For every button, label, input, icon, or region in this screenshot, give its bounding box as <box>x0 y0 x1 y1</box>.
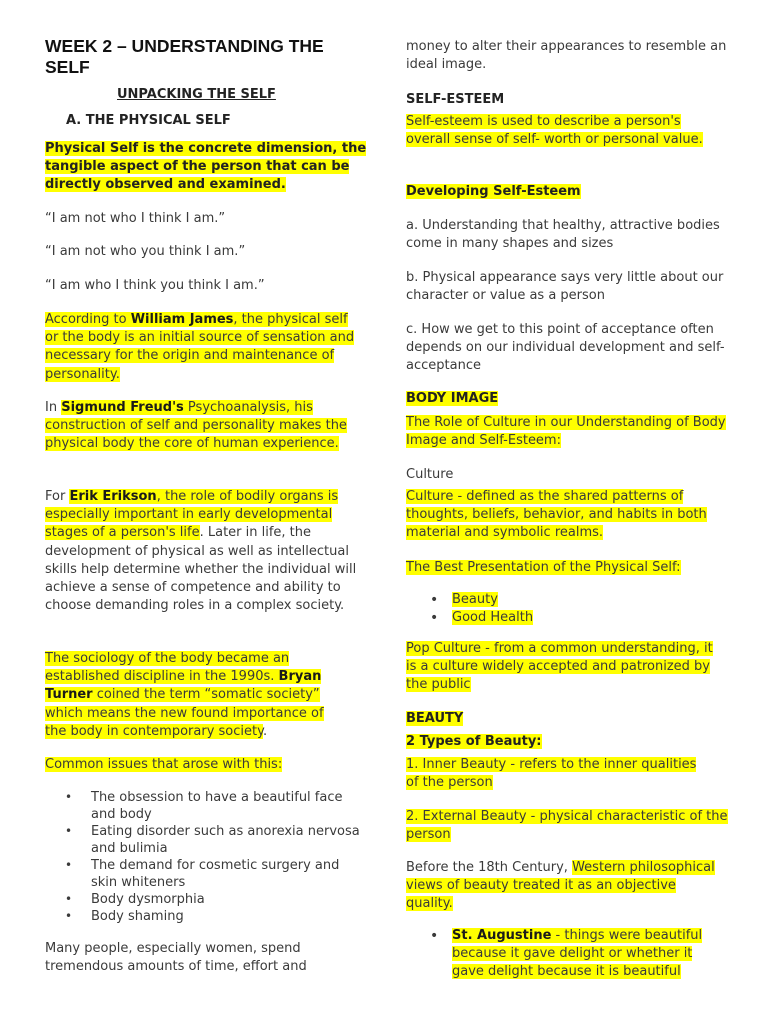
body-image-heading: BODY IMAGE <box>406 391 499 406</box>
issues-list <box>45 789 367 925</box>
list-item: • Body shaming <box>45 908 367 925</box>
physical-self-definition: Physical Self is the concrete dimension, the tangible aspect of the person that can be directly observed and examined. <box>45 141 367 193</box>
continued-paragraph: money to alter their appearances to resemble an ideal image. <box>406 39 727 73</box>
quote-1: “I am not who I think I am.” <box>45 211 226 226</box>
quote-2: “I am not who you think I am.” <box>45 244 246 259</box>
bryan-turner-name: Bryan Turner <box>45 669 322 703</box>
developing-self-esteem-heading: Developing Self-Esteem <box>406 184 581 199</box>
list-item: • Eating disorder such as anorexia nervosa and bulimia <box>45 823 367 857</box>
culture-definition: Culture - defined as the shared patterns of thoughts, beliefs, behavior, and habits in both material and symbolic realms. <box>406 489 707 541</box>
william-james-paragraph: According to William James, the physical self or the body is an initial source of sensation and necessary for the origin and maintenance of personality. <box>45 312 355 382</box>
self-esteem-heading: SELF-ESTEEM <box>406 92 505 107</box>
augustine-list <box>406 927 728 982</box>
sociology-paragraph: The sociology of the body became an established discipline in the 1990s. Bryan Turner coined the term “somatic society” which means the new found importance of the body in contemporary society. <box>45 651 324 739</box>
before-18th-century: Before the 18th Century, Western philosophical views of beauty treated it as an objective quality. <box>406 860 715 912</box>
self-esteem-definition: Self-esteem is used to describe a person's overall sense of self- worth or personal value. <box>406 114 703 148</box>
william-james-name: William James <box>130 312 234 327</box>
best-presentation: The Best Presentation of the Physical Self: <box>406 560 681 575</box>
section-subtitle: UNPACKING THE SELF <box>117 87 276 102</box>
section-a-heading: A. THE PHYSICAL SELF <box>66 113 231 128</box>
erik-erikson-paragraph: For Erik Erikson, the role of bodily organs is especially important in early developmental stages of a person's life. Later in life, the development of physical as well as intellectual skills help determine whether the individual will achieve a sense of competence and ability to choose demanding roles in a complex society. <box>45 489 357 614</box>
pop-culture: Pop Culture - from a common understanding, it is a culture widely accepted and patronized by the public <box>406 641 713 693</box>
list-item: • The obsession to have a beautiful face and body <box>45 789 367 823</box>
sigmund-freud-name: Sigmund Freud's <box>61 400 184 415</box>
quote-3: “I am who I think you think I am.” <box>45 278 265 293</box>
page-title: WEEK 2 – UNDERSTANDING THE SELF <box>45 36 324 77</box>
presentation-list <box>406 591 728 627</box>
list-item: • Good Health <box>406 609 728 627</box>
issues-intro: Common issues that arose with this: <box>45 757 283 772</box>
developing-item-c: c. How we get to this point of acceptance often depends on our individual development and self-acceptance <box>406 322 725 374</box>
sigmund-freud-paragraph: In Sigmund Freud's Psychoanalysis, his construction of self and personality makes the physical body the core of human experience. <box>45 400 347 452</box>
list-item: • Beauty <box>406 591 728 609</box>
culture-label: Culture <box>406 467 454 482</box>
erik-erikson-name: Erik Erikson <box>69 489 157 504</box>
developing-item-b: b. Physical appearance says very little about our character or value as a person <box>406 270 724 304</box>
developing-item-a: a. Understanding that healthy, attractive bodies come in many shapes and sizes <box>406 218 720 252</box>
list-item: • The demand for cosmetic surgery and skin whiteners <box>45 857 367 891</box>
closing-paragraph: Many people, especially women, spend tremendous amounts of time, effort and <box>45 941 307 975</box>
external-beauty: 2. External Beauty - physical characteristic of the person <box>406 809 728 843</box>
st-augustine-name: St. Augustine <box>452 928 552 943</box>
list-item: • Body dysmorphia <box>45 891 367 908</box>
types-of-beauty-heading: 2 Types of Beauty: <box>406 734 542 749</box>
list-item: • St. Augustine - things were beautiful because it gave delight or whether it gave delight because it is beautiful <box>406 927 728 982</box>
role-of-culture: The Role of Culture in our Understanding of Body Image and Self-Esteem: <box>406 415 726 449</box>
beauty-heading: BEAUTY <box>406 711 464 726</box>
inner-beauty: 1. Inner Beauty - refers to the inner qualities of the person <box>406 757 697 791</box>
